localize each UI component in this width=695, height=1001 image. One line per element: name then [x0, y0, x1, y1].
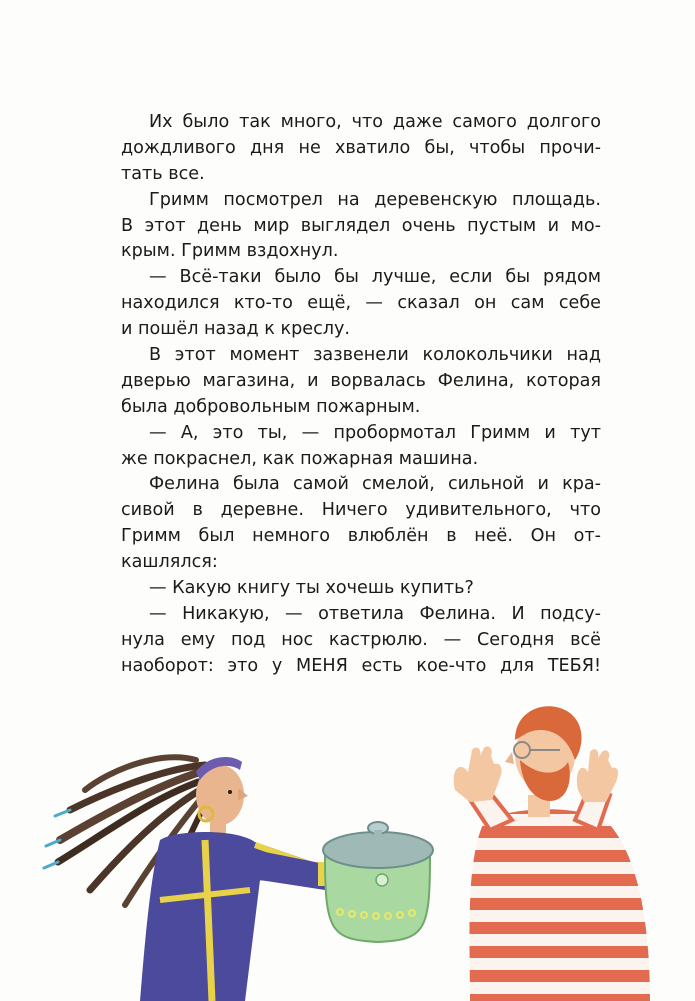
striped-shirt [440, 790, 680, 1001]
text-line: дождливого дня не хватило бы, чтобы прочи- [121, 137, 601, 158]
text-line: — А, это ты, — пробормотал Гримм и тут [149, 422, 601, 443]
text-line: нула ему под нос кастрюлю. — Сегодня всё [121, 629, 601, 650]
text-line: была добровольным пожарным. [121, 396, 421, 417]
text-line: Фелина была самой смелой, сильной и кра- [149, 474, 601, 495]
story-text [121, 110, 601, 680]
text-line: наоборот: это у МЕНЯ есть кое-что для ТЕБЯ! [121, 655, 601, 676]
girl-figure [44, 757, 362, 1001]
text-line: же покраснел, как пожарная машина. [121, 448, 479, 469]
text-line: В этот день мир выглядел очень пустым и мо- [121, 215, 601, 236]
text-line: крым. Гримм вздохнул. [121, 241, 339, 262]
text-line: В этот момент зазвенели колокольчики над [149, 345, 601, 366]
illustration [0, 690, 695, 1001]
text-line: Их было так много, что даже самого долгого [149, 112, 601, 132]
man-figure [440, 706, 680, 1001]
text-line: — Какую книгу ты хочешь купить? [149, 578, 474, 599]
text-line: — Никакую, — ответила Фелина. И подсу- [149, 603, 601, 624]
pot [323, 822, 433, 942]
text-line: сивой в деревне. Ничего удивительного, что [121, 500, 601, 521]
text-line: находился кто-то ещё, — сказал он сам себе [121, 293, 601, 314]
text-line: Гримм посмотрел на деревенскую площадь. [149, 189, 601, 210]
man-left-hand [454, 746, 502, 802]
text-line: тать все. [121, 163, 205, 184]
text-line: кашлялся: [121, 552, 218, 573]
text-line: и пошёл назад к креслу. [121, 319, 350, 340]
dress [140, 832, 330, 1001]
text-line: — Всё-таки было бы лучше, если бы рядом [149, 267, 601, 288]
text-line: дверью магазина, и ворвалась Фелина, которая [121, 370, 601, 391]
text-line: Гримм был немного влюблён в неё. Он от- [121, 526, 601, 547]
